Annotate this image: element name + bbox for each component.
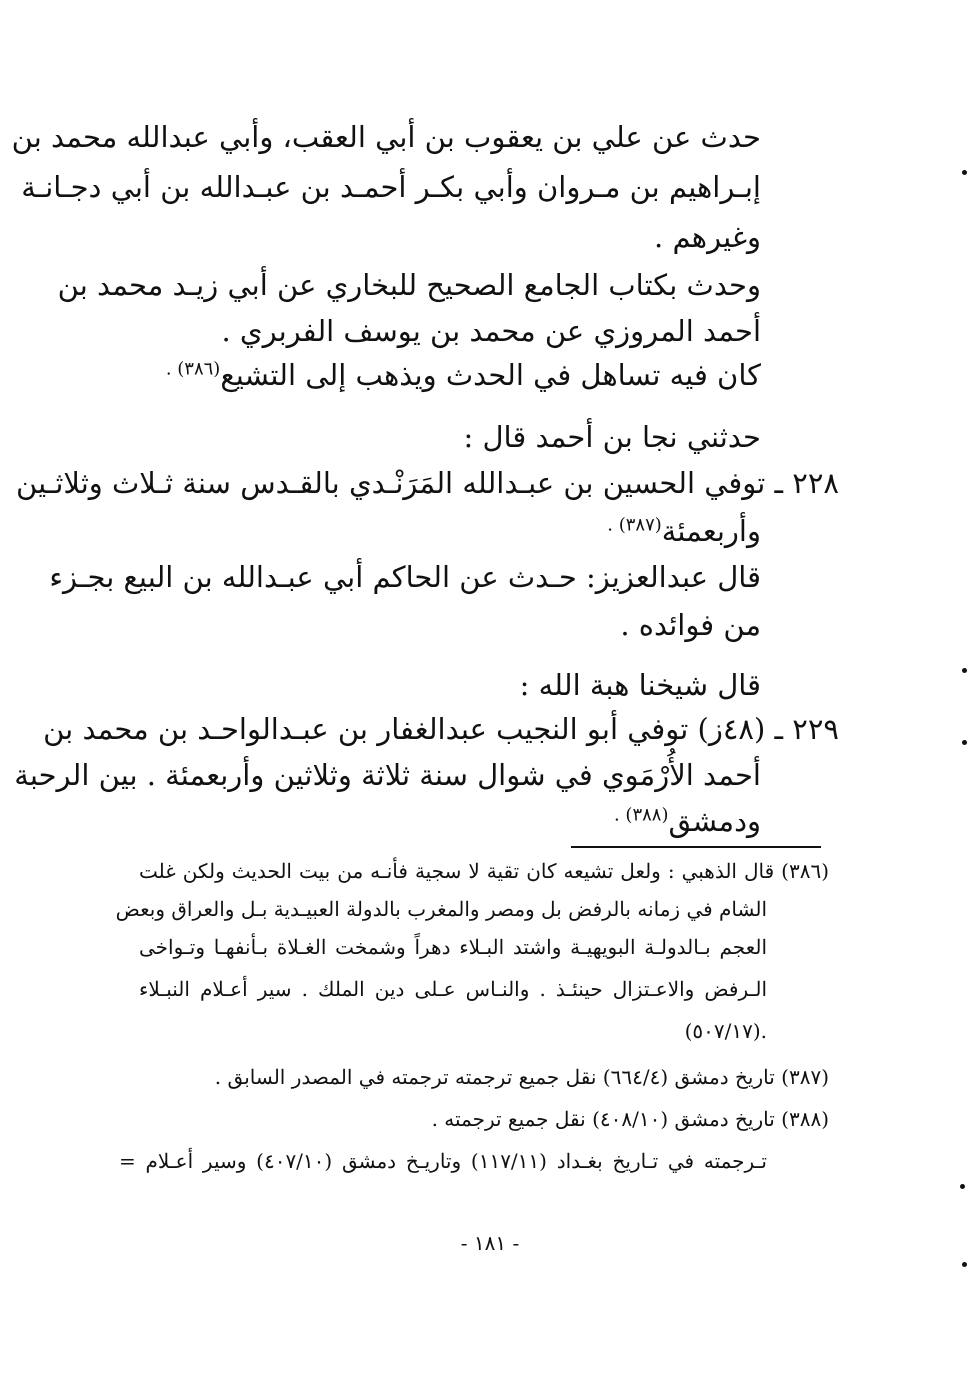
body-line-6-text: كان فيه تساهل في الحدث ويذهب إلى التشيع [220,358,761,392]
footnote-separator [571,846,821,848]
footnote-386-line-3: العجم بـالدولـة البويهيـة واشتد البـلاء دهراً وشمخت الغـلاة بـأنفهـا وتـواخى [139,935,767,959]
entry-228-line-4: من فوائده . [620,608,761,642]
footnote-386-line-1: (٣٨٦) قال الذهبي : ولعل تشيعه كان تقية لا سجية فأنـه من بيت الحديث ولكن غلت [139,859,829,883]
narrator-line-1: حدثني نجا بن أحمد قال : [463,420,761,454]
footnote-ref-388: (٣٨٨) . [613,804,669,826]
footnote-386-line-5: .(٥٠٧/١٧) [684,1019,767,1043]
footnote-388-line-1: (٣٨٨) تاريخ دمشق (٤٠٨/١٠) نقل جميع ترجمته . [431,1107,829,1131]
footnote-387: (٣٨٧) تاريخ دمشق (٦٦٤/٤) نقل جميع ترجمته ترجمته في المصدر السابق . [214,1065,829,1089]
entry-229-line-3 [141,796,761,846]
footnote-ref-386: (٣٨٦) . [165,358,221,380]
page-number: - ١٨١ - [460,1231,520,1255]
narrator-line-2: قال شيخنا هبة الله : [519,668,761,702]
entry-229-line-3-text: ودمشق [668,804,761,838]
margin-speck [960,1184,965,1189]
footnote-ref-387: (٣٨٧) . [607,514,662,536]
body-line-1: حدث عن علي بن يعقوب بن أبي العقب، وأبي عبدالله محمد بن [11,120,761,154]
body-line-6 [141,350,761,400]
footnote-386-line-2: الشام في زمانه بالرفض بل ومصر والمغرب بالدولة العبيـدية بـل والعراق وبعض [115,897,767,921]
entry-228-line-2-text: وأربعمئة [661,514,761,548]
body-line-4: وحدث بكتاب الجامع الصحيح للبخاري عن أبي زيـد محمد بن [57,268,761,302]
margin-speck [962,668,967,673]
body-line-2: إبـراهيم بن مـروان وأبي بكـر أحمـد بن عبـدالله بن أبي دجـانـة [21,170,761,204]
entry-228-line-1: ٢٢٨ ـ توفي الحسين بن عبـدالله المَرَنْـدي بالقـدس سنة ثـلاث وثلاثـين [16,466,839,500]
margin-speck [962,1262,967,1267]
footnote-386-line-4: الـرفض والاعـتزال حينئـذ . والنـاس عـلى دين الملك . سير أعـلام النبـلاء [139,977,767,1001]
body-line-3: وغيرهم . [654,220,761,254]
entry-229-line-1: ٢٢٩ ـ (٤٨ز) توفي أبو النجيب عبدالغفار بن عبـدالواحـد بن محمد بن [43,712,839,746]
body-line-5: أحمد المروزي عن محمد بن يوسف الفربري . [221,314,761,348]
margin-speck [962,740,967,745]
entry-228-line-3: قال عبدالعزيز: حـدث عن الحاكم أبي عبـدالله بن البيع بجـزء [49,560,761,594]
entry-229-line-2: أحمد الأُرْمَوي في شوال سنة ثلاثة وثلاثين وأربعمئة . بين الرحبة [14,758,761,792]
footnote-388-line-2: تـرجمته في تـاريخ بغـداد (١١٧/١١) وتاريـخ دمشق (٤٠٧/١٠) وسير أعـلام = [119,1149,767,1173]
margin-speck [962,170,967,175]
entry-228-line-2 [141,506,761,556]
